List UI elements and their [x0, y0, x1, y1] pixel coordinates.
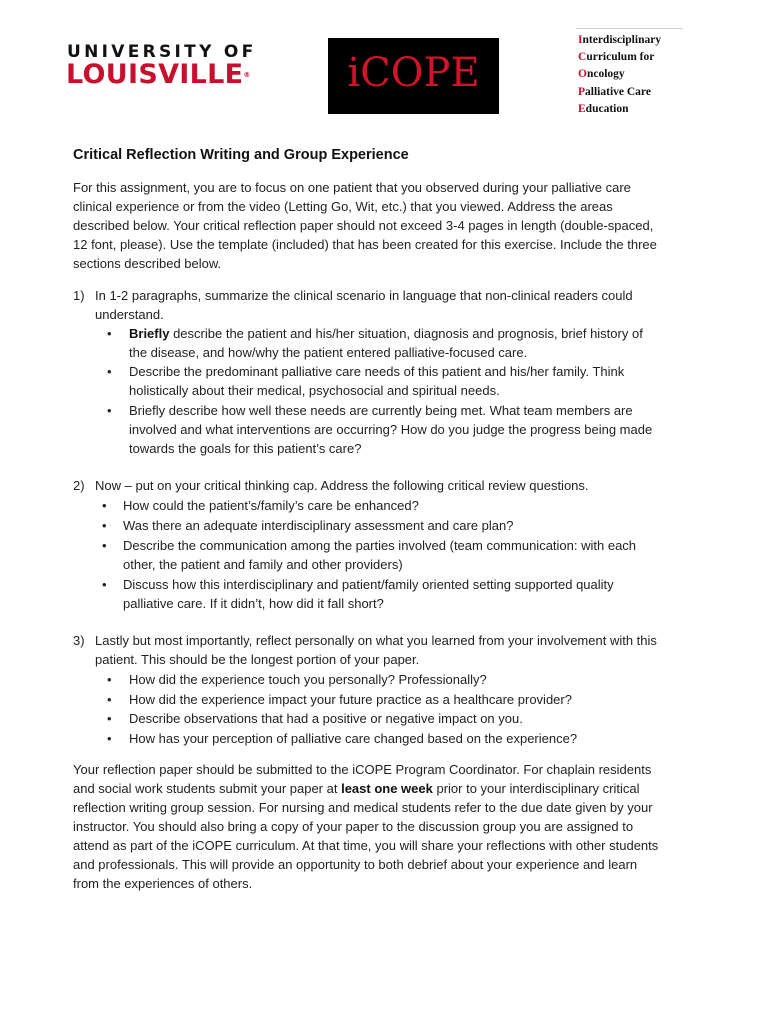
section3-line: patient. This should be the longest portion of your paper. — [95, 652, 420, 667]
bullet-glyph: • — [107, 692, 112, 707]
university-name-main: LOUISVILLE — [66, 59, 244, 90]
university-logo — [66, 60, 250, 90]
acronym-line: Education — [578, 102, 629, 115]
bullet-glyph: • — [107, 403, 112, 418]
bullet-item-cont: other, the patient and family and other providers) — [123, 557, 403, 572]
section1-line: understand. — [95, 307, 164, 322]
bullet-item: Describe the predominant palliative care needs of this patient and his/her family. Think — [129, 364, 625, 379]
bullet-glyph: • — [107, 731, 112, 746]
bullet-item: How has your perception of palliative care changed based on the experience? — [129, 731, 578, 746]
bullet-glyph: • — [102, 498, 107, 513]
university-name-top: UNIVERSITY OF — [67, 42, 257, 62]
acronym-line: Interdisciplinary — [578, 34, 662, 46]
acronym-line: Palliative Care — [578, 85, 651, 98]
section1-line: In 1-2 paragraphs, summarize the clinical scenario in language that non-clinical readers could — [95, 288, 633, 303]
closing-line: attend as part of the iCOPE curriculum. At that time, you will share your reflections with other students — [73, 838, 659, 853]
closing-line: from the experiences of others. — [73, 876, 253, 891]
bullet-glyph: • — [102, 577, 107, 592]
section3-line: Lastly but most importantly, reflect personally on what you learned from your involvement with this — [95, 633, 657, 648]
bullet-item-cont: towards the goals for this patient’s care? — [129, 441, 362, 456]
bullet-item-cont: the disease, and how/why the patient entered palliative-focused care. — [129, 345, 528, 360]
bullet-item-cont: palliative care. If it didn’t, how did it fall short? — [123, 596, 384, 611]
closing-line: and professionals. This will provide an opportunity to both debrief about your experience and learn — [73, 857, 638, 872]
section-number: 2) — [73, 478, 85, 493]
bullet-item: How could the patient’s/family’s care be enhanced? — [123, 498, 419, 513]
icope-logo-text: iCOPE — [347, 50, 480, 96]
intro-line: For this assignment, you are to focus on one patient that you observed during your palliative care — [73, 180, 631, 195]
bullet-glyph: • — [107, 364, 112, 379]
intro-line: described below. Your critical reflection paper should not exceed 3-4 pages in length (double-spaced, — [73, 218, 654, 233]
bullet-glyph: • — [102, 538, 107, 553]
icope-logo — [328, 38, 499, 114]
bullet-item: Discuss how this interdisciplinary and patient/family oriented setting supported quality — [123, 577, 614, 592]
section-number: 1) — [73, 288, 85, 303]
closing-line: reflection writing group session. For nursing and medical students refer to the due date given by your — [73, 800, 653, 815]
bullet-item: Describe the communication among the parties involved (team communication: with each — [123, 538, 637, 553]
bullet-item-cont: holistically about their medical, psychosocial and spiritual needs. — [129, 383, 500, 398]
bullet-glyph: • — [102, 518, 107, 533]
acronym-line: Curriculum for — [578, 51, 655, 64]
registered-mark: ® — [243, 71, 251, 79]
closing-line: instructor. You should also bring a copy of your paper to the discussion group you are assigned to — [73, 819, 634, 834]
section-number: 3) — [73, 633, 85, 648]
bullet-item-cont: involved and what interventions are occurring? How do you judge the progress being made — [129, 422, 653, 437]
intro-line: sections described below. — [73, 256, 222, 271]
intro-line: 12 font, please). Use the template (included) that has been created for this exercise. Include the three — [73, 237, 657, 252]
acronym-divider — [576, 28, 683, 29]
bullet-item: Describe observations that had a positive or negative impact on you. — [129, 711, 523, 726]
bullet-glyph: • — [107, 326, 112, 341]
bullet-glyph: • — [107, 672, 112, 687]
acronym-line: Oncology — [578, 68, 625, 81]
bullet-item: Briefly describe the patient and his/her situation, diagnosis and prognosis, brief history of — [129, 326, 643, 341]
closing-line: Your reflection paper should be submitted to the iCOPE Program Coordinator. For chaplain residents — [73, 762, 652, 777]
acronym-list — [578, 32, 661, 118]
intro-line: clinical experience or from the video (Letting Go, Wit, etc.) that you viewed. Address the areas — [73, 199, 613, 214]
bullet-item: Was there an adequate interdisciplinary assessment and care plan? — [123, 518, 514, 533]
section2-line: Now – put on your critical thinking cap. Address the following critical review questions. — [95, 478, 589, 493]
document-title: Critical Reflection Writing and Group Experience — [73, 147, 409, 163]
bullet-item: How did the experience impact your future practice as a healthcare provider? — [129, 692, 572, 707]
bullet-item: How did the experience touch you personally? Professionally? — [129, 672, 487, 687]
bullet-glyph: • — [107, 711, 112, 726]
bullet-item: Briefly describe how well these needs are currently being met. What team members are — [129, 403, 633, 418]
closing-line: and social work students submit your paper at least one week prior to your interdisciplinary critical — [73, 781, 640, 796]
